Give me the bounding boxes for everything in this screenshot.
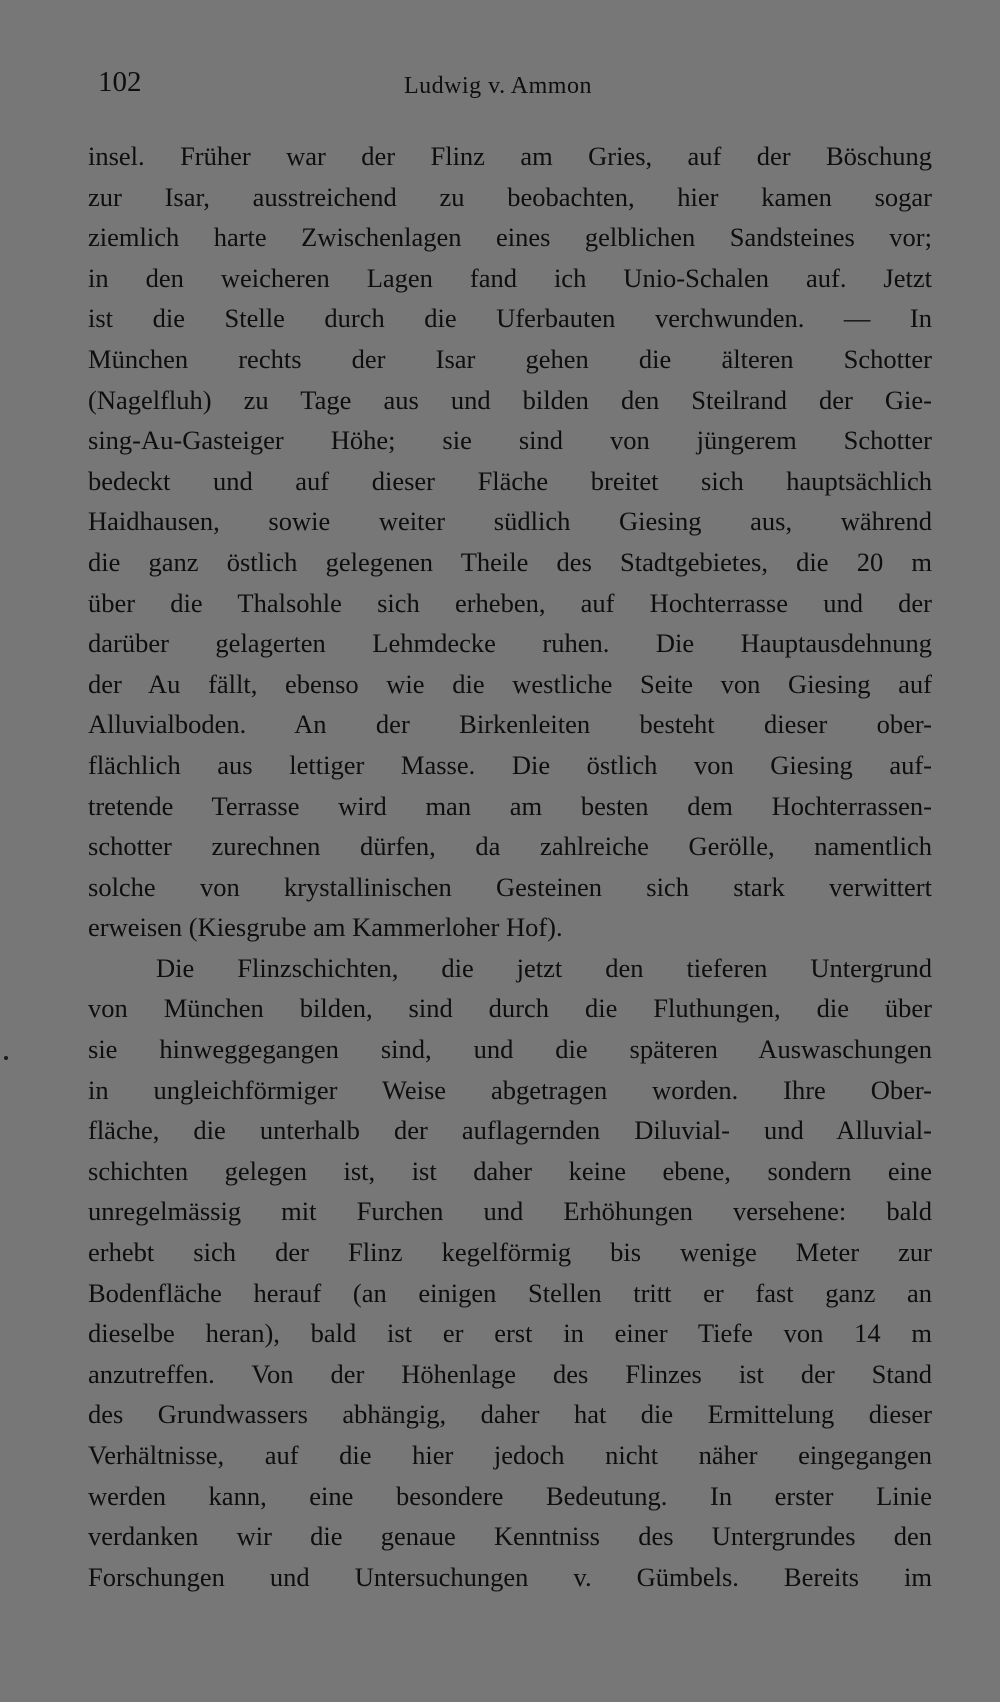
scan-speck xyxy=(4,1056,8,1060)
text-line: sie hinweggegangen sind, und die späteren Auswaschungen xyxy=(88,1034,932,1065)
text-line: ziemlich harte Zwischenlagen eines gelblichen Sandsteines vor; xyxy=(88,222,932,253)
text-line: fläche, die unterhalb der auflagernden Diluvial- und Alluvial- xyxy=(88,1115,932,1146)
text-line: sing-Au-Gasteiger Höhe; sie sind von jüngerem Schotter xyxy=(88,425,932,456)
text-line: Haidhausen, sowie weiter südlich Giesing aus, während xyxy=(88,506,932,537)
text-line: zur Isar, ausstreichend zu beobachten, hier kamen sogar xyxy=(88,181,932,212)
text-line: tretende Terrasse wird man am besten dem Hochterrassen- xyxy=(88,790,932,821)
text-line: Die Flinzschichten, die jetzt den tieferen Untergrund xyxy=(156,952,932,983)
text-line: der Au fällt, ebenso wie die westliche Seite von Giesing auf xyxy=(88,668,932,699)
text-line: bedeckt und auf dieser Fläche breitet sich hauptsächlich xyxy=(88,465,932,496)
text-line: die ganz östlich gelegenen Theile des Stadtgebietes, die 20 m xyxy=(88,546,932,577)
text-line: erweisen (Kiesgrube am Kammerloher Hof). xyxy=(88,912,563,943)
text-line: München rechts der Isar gehen die älteren Schotter xyxy=(88,343,932,374)
running-head: Ludwig v. Ammon xyxy=(404,73,592,99)
text-line: in ungleichförmiger Weise abgetragen worden. Ihre Ober- xyxy=(88,1074,932,1105)
text-line: werden kann, eine besondere Bedeutung. In erster Linie xyxy=(88,1480,932,1511)
text-line: Bodenfläche herauf (an einigen Stellen tritt er fast ganz an xyxy=(88,1277,932,1308)
body-text xyxy=(88,136,932,1597)
text-line: Verhältnisse, auf die hier jedoch nicht näher eingegangen xyxy=(88,1440,932,1470)
text-line: unregelmässig mit Furchen und Erhöhungen versehene: bald xyxy=(88,1196,932,1227)
page-number: 102 xyxy=(98,66,142,98)
text-line: verdanken wir die genaue Kenntniss des Untergrundes den xyxy=(88,1521,932,1552)
text-line: von München bilden, sind durch die Fluthungen, die über xyxy=(88,993,932,1024)
text-line: schotter zurechnen dürfen, da zahlreiche Gerölle, namentlich xyxy=(88,831,932,862)
page-header xyxy=(88,62,932,106)
text-line: Forschungen und Untersuchungen v. Gümbels. Bereits im xyxy=(88,1561,932,1592)
text-line: erhebt sich der Flinz kegelförmig bis wenige Meter zur xyxy=(88,1237,932,1268)
text-line: anzutreffen. Von der Höhenlage des Flinzes ist der Stand xyxy=(88,1358,932,1389)
text-line: dieselbe heran), bald ist er erst in einer Tiefe von 14 m xyxy=(88,1318,932,1349)
text-line: in den weicheren Lagen fand ich Unio-Schalen auf. Jetzt xyxy=(88,262,932,293)
text-line: des Grundwassers abhängig, daher hat die Ermittelung dieser xyxy=(88,1399,932,1430)
text-line: solche von krystallinischen Gesteinen sich stark verwittert xyxy=(88,871,932,902)
text-line: Alluvialboden. An der Birkenleiten besteht dieser ober- xyxy=(88,709,932,740)
text-line: schichten gelegen ist, ist daher keine ebene, sondern eine xyxy=(88,1155,932,1186)
text-line: ist die Stelle durch die Uferbauten verchwunden. — In xyxy=(88,303,932,334)
text-line: über die Thalsohle sich erheben, auf Hochterrasse und der xyxy=(88,587,932,618)
text-line: darüber gelagerten Lehmdecke ruhen. Die Hauptausdehnung xyxy=(88,628,932,659)
text-line: insel. Früher war der Flinz am Gries, auf der Böschung xyxy=(88,141,932,171)
text-line: flächlich aus lettiger Masse. Die östlich von Giesing auf- xyxy=(88,749,932,780)
text-line: (Nagelfluh) zu Tage aus und bilden den Steilrand der Gie- xyxy=(88,384,932,415)
